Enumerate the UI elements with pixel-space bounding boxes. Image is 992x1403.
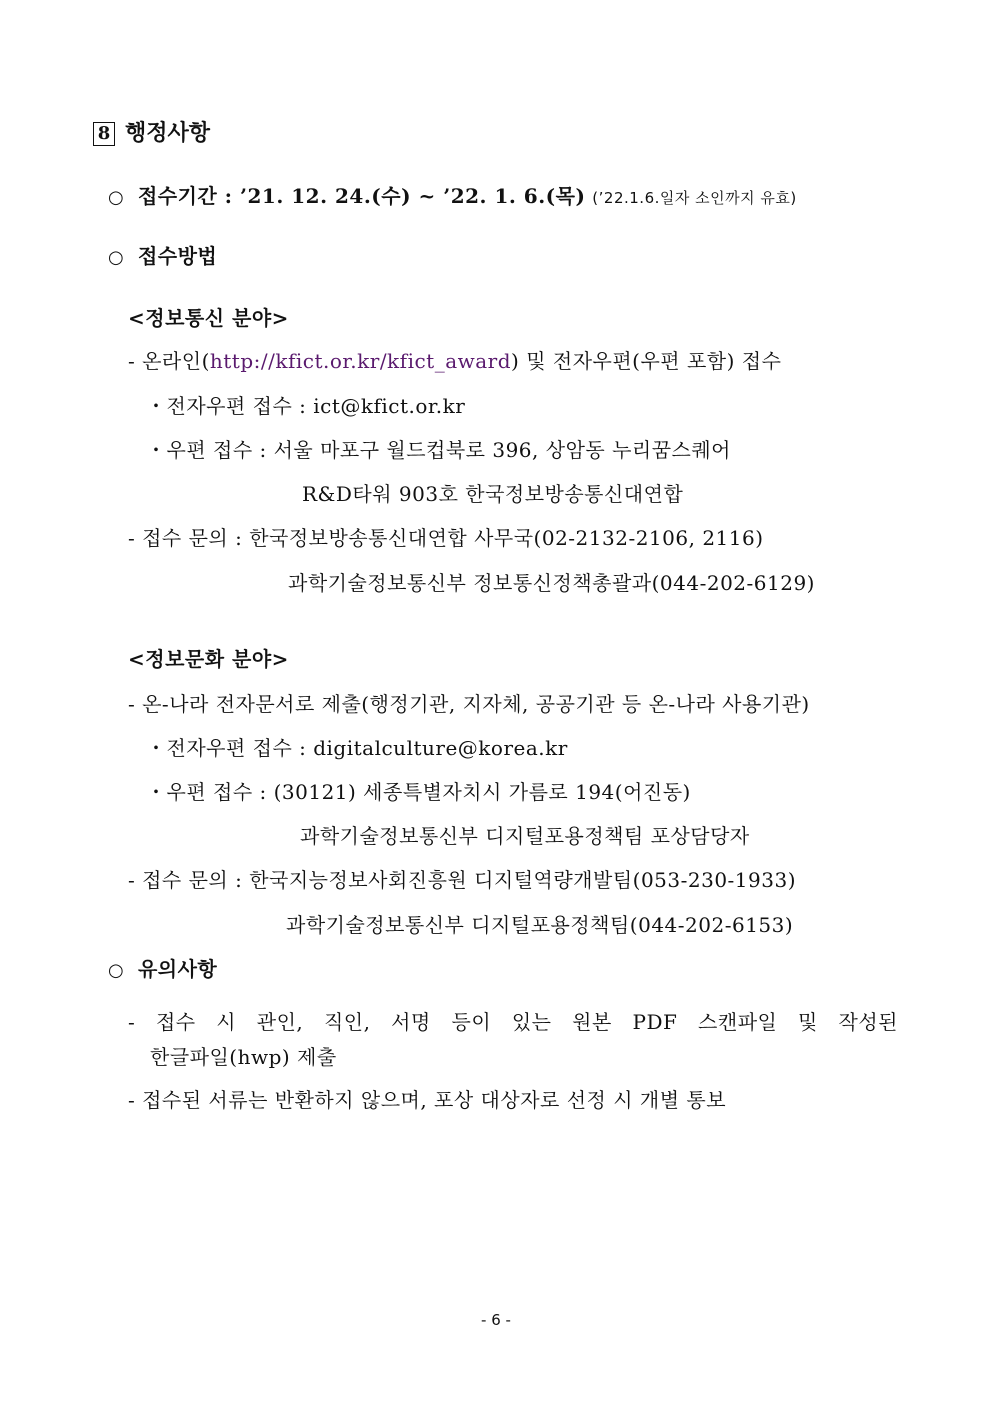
notes-label: 유의사항: [137, 957, 218, 981]
method-line: [108, 240, 217, 269]
section-number: 8: [93, 122, 115, 146]
note-item-1-line-1: - 접수 시 관인, 직인, 서명 등이 있는 원본 PDF 스캔파일 및 작성된: [128, 1010, 898, 1034]
ict-header: <정보통신 분야>: [128, 306, 289, 330]
ict-inquiry-line-2: 과학기술정보통신부 정보통신정책총괄과(044-202-6129): [288, 571, 815, 595]
page-number: - 6 -: [481, 1311, 511, 1329]
culture-inquiry-line-2: 과학기술정보통신부 디지털포용정책팀(044-202-6153): [286, 913, 794, 937]
period-bullet: ○: [108, 187, 125, 208]
section-title: 행정사항: [125, 120, 211, 146]
culture-header: <정보문화 분야>: [128, 647, 289, 671]
section-heading: [93, 116, 210, 147]
ict-online-link[interactable]: http://kfict.or.kr/kfict_award: [209, 349, 512, 373]
notes-bullet: ○: [108, 960, 125, 981]
ict-online-prefix: - 온라인(: [128, 349, 210, 373]
culture-post-line-2: 과학기술정보통신부 디지털포용정책팀 포상담당자: [300, 824, 750, 848]
culture-inquiry-line-1: - 접수 문의 : 한국지능정보사회진흥원 디지털역량개발팀(053-230-1933): [128, 868, 797, 892]
period-value: ’21. 12. 24.(수) ~ ’22. 1. 6.(목): [240, 184, 586, 208]
ict-online-line: [128, 345, 781, 374]
culture-submit-line: - 온-나라 전자문서로 제출(행정기관, 지자체, 공공기관 등 온-나라 사용기관): [128, 692, 810, 716]
note-item-2: - 접수된 서류는 반환하지 않으며, 포상 대상자로 선정 시 개별 통보: [128, 1088, 727, 1112]
ict-inquiry-line-1: - 접수 문의 : 한국정보방송통신대연합 사무국(02-2132-2106, 2116): [128, 526, 764, 550]
period-line: [108, 180, 797, 209]
culture-post-line-1: ・우편 접수 : (30121) 세종특별자치시 가름로 194(어진동): [146, 780, 691, 804]
period-note: (’22.1.6.일자 소인까지 유효): [592, 189, 797, 207]
method-bullet: ○: [108, 247, 125, 268]
notes-line: [108, 953, 217, 982]
culture-email-line: ・전자우편 접수 : digitalculture@korea.kr: [146, 736, 568, 760]
ict-post-line-2: R&D타워 903호 한국정보방송통신대연합: [302, 482, 684, 506]
ict-online-suffix: ) 및 전자우편(우편 포함) 접수: [511, 349, 782, 373]
ict-post-line-1: ・우편 접수 : 서울 마포구 월드컵북로 396, 상암동 누리꿈스퀘어: [146, 438, 731, 462]
method-label: 접수방법: [137, 244, 218, 268]
period-label: 접수기간 :: [137, 184, 241, 208]
ict-email-line: ・전자우편 접수 : ict@kfict.or.kr: [146, 394, 466, 418]
note-item-1-line-2: 한글파일(hwp) 제출: [150, 1045, 337, 1069]
